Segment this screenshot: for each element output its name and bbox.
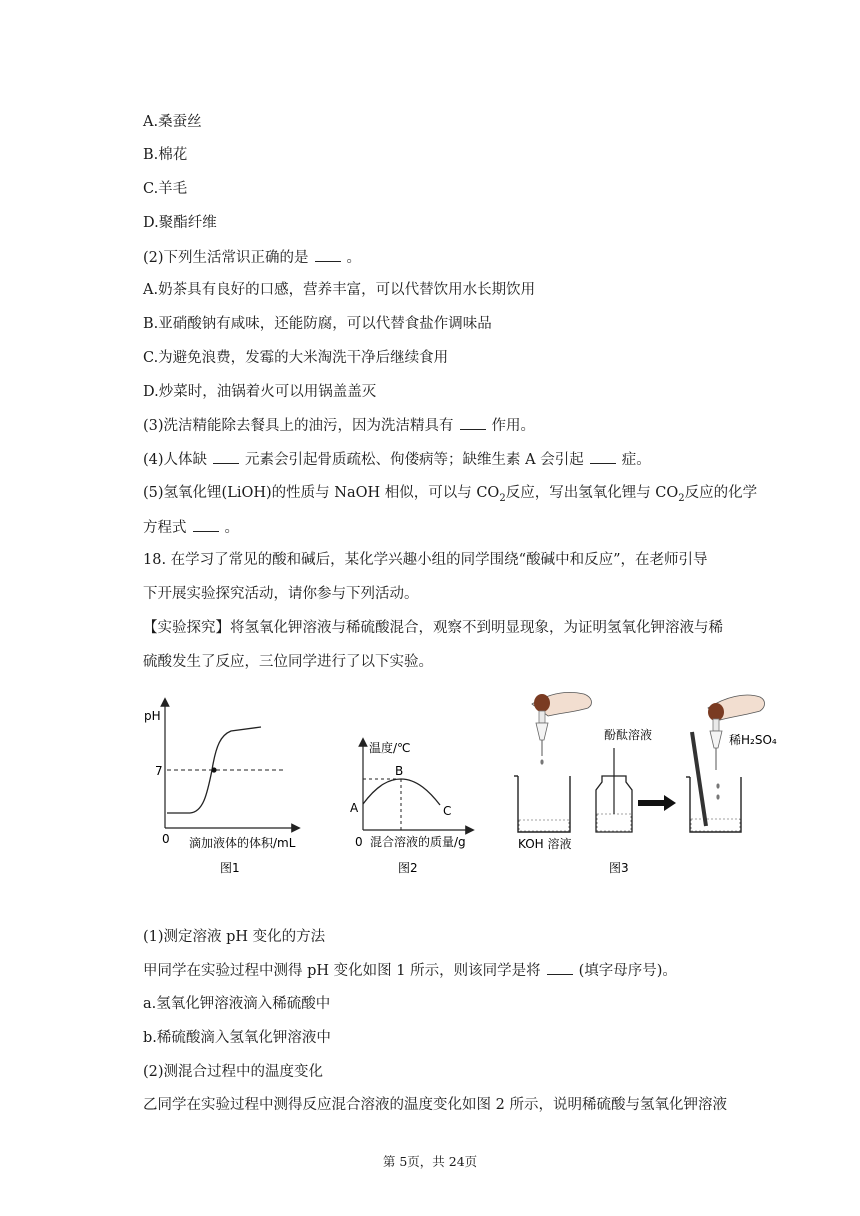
choice-a: a.氢氧化钾溶液滴入稀硫酸中: [143, 996, 331, 1012]
q2-stem-end: 。: [346, 250, 362, 266]
q5-text-c: 反应的化学: [684, 485, 758, 501]
fig2-point-c: C: [443, 804, 452, 818]
choice-b: b.稀硫酸滴入氢氧化钾溶液中: [143, 1030, 331, 1046]
option-a: A.桑蚕丝: [143, 114, 202, 130]
indicator-bottle: [596, 727, 652, 832]
q2-option-b: B.亚硝酸钠有咸味，还能防腐，可以代替食盐作调味品: [143, 316, 492, 332]
q2-option-c: C.为避免浪费，发霉的大米淘洗干净后继续食用: [143, 350, 449, 366]
q5-text-d: 方程式: [143, 520, 187, 536]
fig1-ylabel: pH: [144, 709, 161, 723]
hand-dropper-icon: [708, 695, 777, 800]
option-c: C.羊毛: [143, 181, 188, 197]
q4-text-1: (4)人体缺: [143, 452, 208, 468]
beaker-koh: [514, 776, 572, 851]
subscript: 2: [678, 492, 685, 504]
question-5-line-1: [143, 483, 757, 509]
figure-2-temperature-graph: [350, 740, 470, 875]
fig2-ylabel: 温度/℃: [369, 741, 411, 755]
glass-rod: [692, 732, 706, 826]
fig1-ytick-7: 7: [155, 764, 163, 778]
fig2-point-b: B: [395, 764, 404, 778]
q3-text: (3)洗洁精能除去餐具上的油污，因为洗洁精具有: [143, 418, 454, 434]
answer-blank[interactable]: [547, 960, 573, 975]
question-2-stem: [143, 247, 361, 268]
fig3-koh-label: KOH 溶液: [518, 837, 572, 851]
fig2-origin: 0: [355, 835, 363, 849]
part-1-text: 甲同学在实验过程中测得 pH 变化如图 1 所示，则该同学是将: [143, 963, 541, 979]
fig2-caption: 图2: [398, 861, 418, 875]
q18-line-2: 下开展实验探究活动，请你参与下列活动。: [143, 586, 419, 602]
q4-text-2: 元素会引起骨质疏松、佝偻病等；缺维生素 A 会引起: [245, 452, 584, 468]
fig1-neutral-point: [211, 767, 216, 772]
fig3-acid-label: 稀H₂SO₄: [729, 733, 777, 747]
q2-stem-text: (2)下列生活常识正确的是: [143, 250, 309, 266]
part-1-question: [143, 960, 677, 981]
fig1-ph-curve: [167, 727, 261, 813]
q2-option-a: A.奶茶具有良好的口感，营养丰富，可以代替饮用水长期饮用: [143, 282, 536, 298]
answer-blank[interactable]: [315, 247, 341, 262]
q18-line-4: 硫酸发生了反应，三位同学进行了以下实验。: [143, 654, 433, 670]
answer-blank[interactable]: [193, 517, 219, 532]
fig1-origin: 0: [162, 832, 170, 846]
q5-text-e: 。: [224, 520, 239, 536]
answer-blank[interactable]: [590, 449, 616, 464]
question-4: [143, 449, 651, 470]
part-2-heading: (2)测混合过程中的温度变化: [143, 1064, 324, 1080]
beaker-with-rod: [686, 732, 741, 832]
part-1-heading: (1)测定溶液 pH 变化的方法: [143, 929, 326, 945]
arrow-icon: [638, 795, 676, 811]
q18-line-3: 【实验探究】将氢氧化钾溶液与稀硫酸混合，观察不到明显现象，为证明氢氧化钾溶液与稀: [143, 620, 723, 636]
question-5-line-2: [143, 517, 239, 538]
option-b: B.棉花: [143, 147, 188, 163]
figure-3-apparatus: [514, 692, 777, 875]
q18-line-1: 18. 在学习了常见的酸和碱后，某化学兴趣小组的同学围绕“酸碱中和反应”，在老师引导: [143, 552, 708, 568]
part-1-hint: (填字母序号)。: [578, 963, 677, 979]
fig3-caption: 图3: [609, 861, 629, 875]
fig2-temperature-curve: [363, 779, 440, 805]
q4-text-3: 症。: [621, 452, 651, 468]
q3-end: 作用。: [491, 418, 536, 434]
q5-text-a: (5)氢氧化锂(LiOH)的性质与 NaOH 相似，可以与 CO: [143, 485, 500, 501]
fig1-xlabel: 滴加液体的体积/mL: [189, 836, 296, 850]
hand-dropper-icon: [532, 692, 591, 764]
q5-text-b: 反应，写出氢氧化锂与 CO: [505, 485, 679, 501]
subscript: 2: [499, 492, 506, 504]
figure-1-ph-graph: [144, 702, 296, 875]
fig2-xlabel: 混合溶液的质量/g: [370, 835, 466, 849]
fig3-indicator-label: 酚酞溶液: [604, 728, 653, 742]
page-footer: 第 5页，共 24页: [382, 1154, 478, 1169]
answer-blank[interactable]: [460, 415, 486, 430]
part-2-text: 乙同学在实验过程中测得反应混合溶液的温度变化如图 2 所示，说明稀硫酸与氢氧化钾溶液: [143, 1097, 727, 1113]
question-3: [143, 415, 535, 436]
q2-option-d: D.炒菜时，油锅着火可以用锅盖盖灭: [143, 384, 377, 400]
option-d: D.聚酯纤维: [143, 215, 217, 231]
answer-blank[interactable]: [213, 449, 239, 464]
fig2-point-a: A: [350, 801, 359, 815]
fig1-caption: 图1: [220, 861, 240, 875]
